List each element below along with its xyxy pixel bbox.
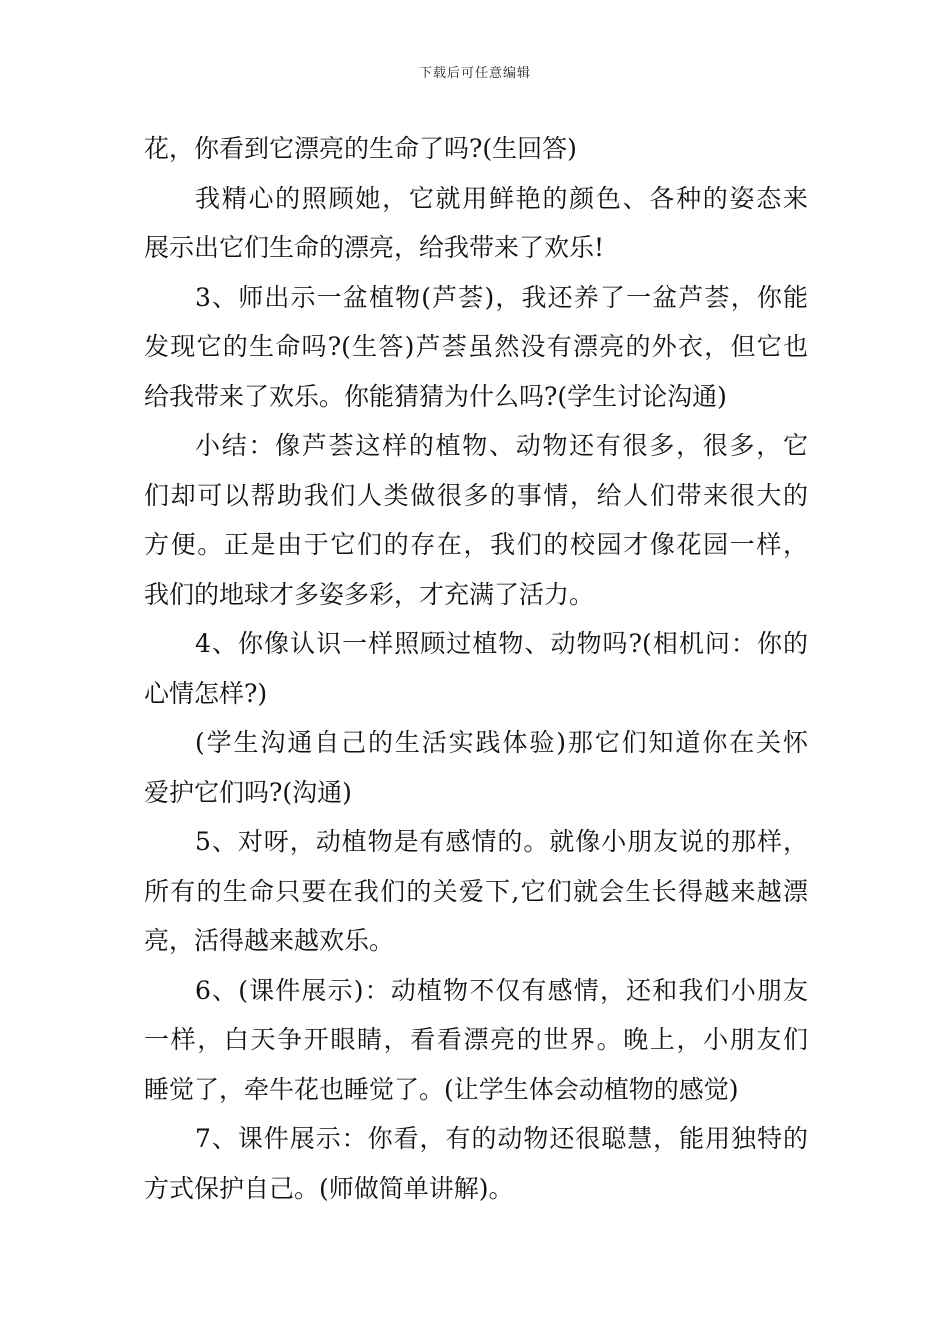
text-line: 方便。正是由于它们的存在，我们的校园才像花园一样，	[144, 530, 808, 559]
text-line: 心情怎样?)	[144, 678, 268, 708]
text-line: 6、(课件展示)：动植物不仅有感情，还和我们小朋友	[195, 975, 808, 1005]
text-line: 3、师出示一盆植物(芦荟)，我还养了一盆芦荟，你能	[195, 282, 808, 312]
text-line: (学生沟通自己的生活实践体验)那它们知道你在关怀	[195, 728, 808, 757]
text-line: 一样，白天争开眼睛，看看漂亮的世界。晚上，小朋友们	[144, 1025, 808, 1054]
page-header: 下载后可任意编辑	[418, 66, 531, 81]
text-line: 发现它的生命吗?(生答)芦荟虽然没有漂亮的外衣，但它也	[144, 332, 808, 361]
text-line: 亮，活得越来越欢乐。	[144, 926, 395, 955]
text-line: 花，你看到它漂亮的生命了吗?(生回答)	[144, 134, 577, 163]
document-body	[144, 124, 808, 1213]
text-line: 爱护它们吗?(沟通)	[144, 777, 352, 807]
text-line: 展示出它们生命的漂亮，给我带来了欢乐!	[144, 233, 605, 262]
text-line: 4、你像认识一样照顾过植物、动物吗?(相机问：你的	[195, 629, 808, 658]
text-line: 所有的生命只要在我们的关爱下,它们就会生长得越来越漂	[144, 876, 808, 906]
text-line: 睡觉了，牵牛花也睡觉了。(让学生体会动植物的感觉)	[144, 1074, 739, 1104]
text-line: 我精心的照顾她，它就用鲜艳的颜色、各种的姿态来	[195, 183, 808, 213]
text-line: 方式保护自己。(师做简单讲解)。	[144, 1173, 514, 1203]
text-line: 小结：像芦荟这样的植物、动物还有很多，很多，它	[195, 431, 808, 460]
text-line: 7、课件展示：你看，有的动物还很聪慧，能用独特的	[195, 1124, 808, 1153]
text-line: 我们的地球才多姿多彩，才充满了活力。	[144, 579, 595, 609]
text-line: 5、对呀，动植物是有感情的。就像小朋友说的那样，	[195, 827, 808, 856]
text-line: 们却可以帮助我们人类做很多的事情，给人们带来很大的	[144, 480, 808, 510]
text-line: 给我带来了欢乐。你能猜猜为什么吗?(学生讨论沟通)	[144, 381, 727, 411]
